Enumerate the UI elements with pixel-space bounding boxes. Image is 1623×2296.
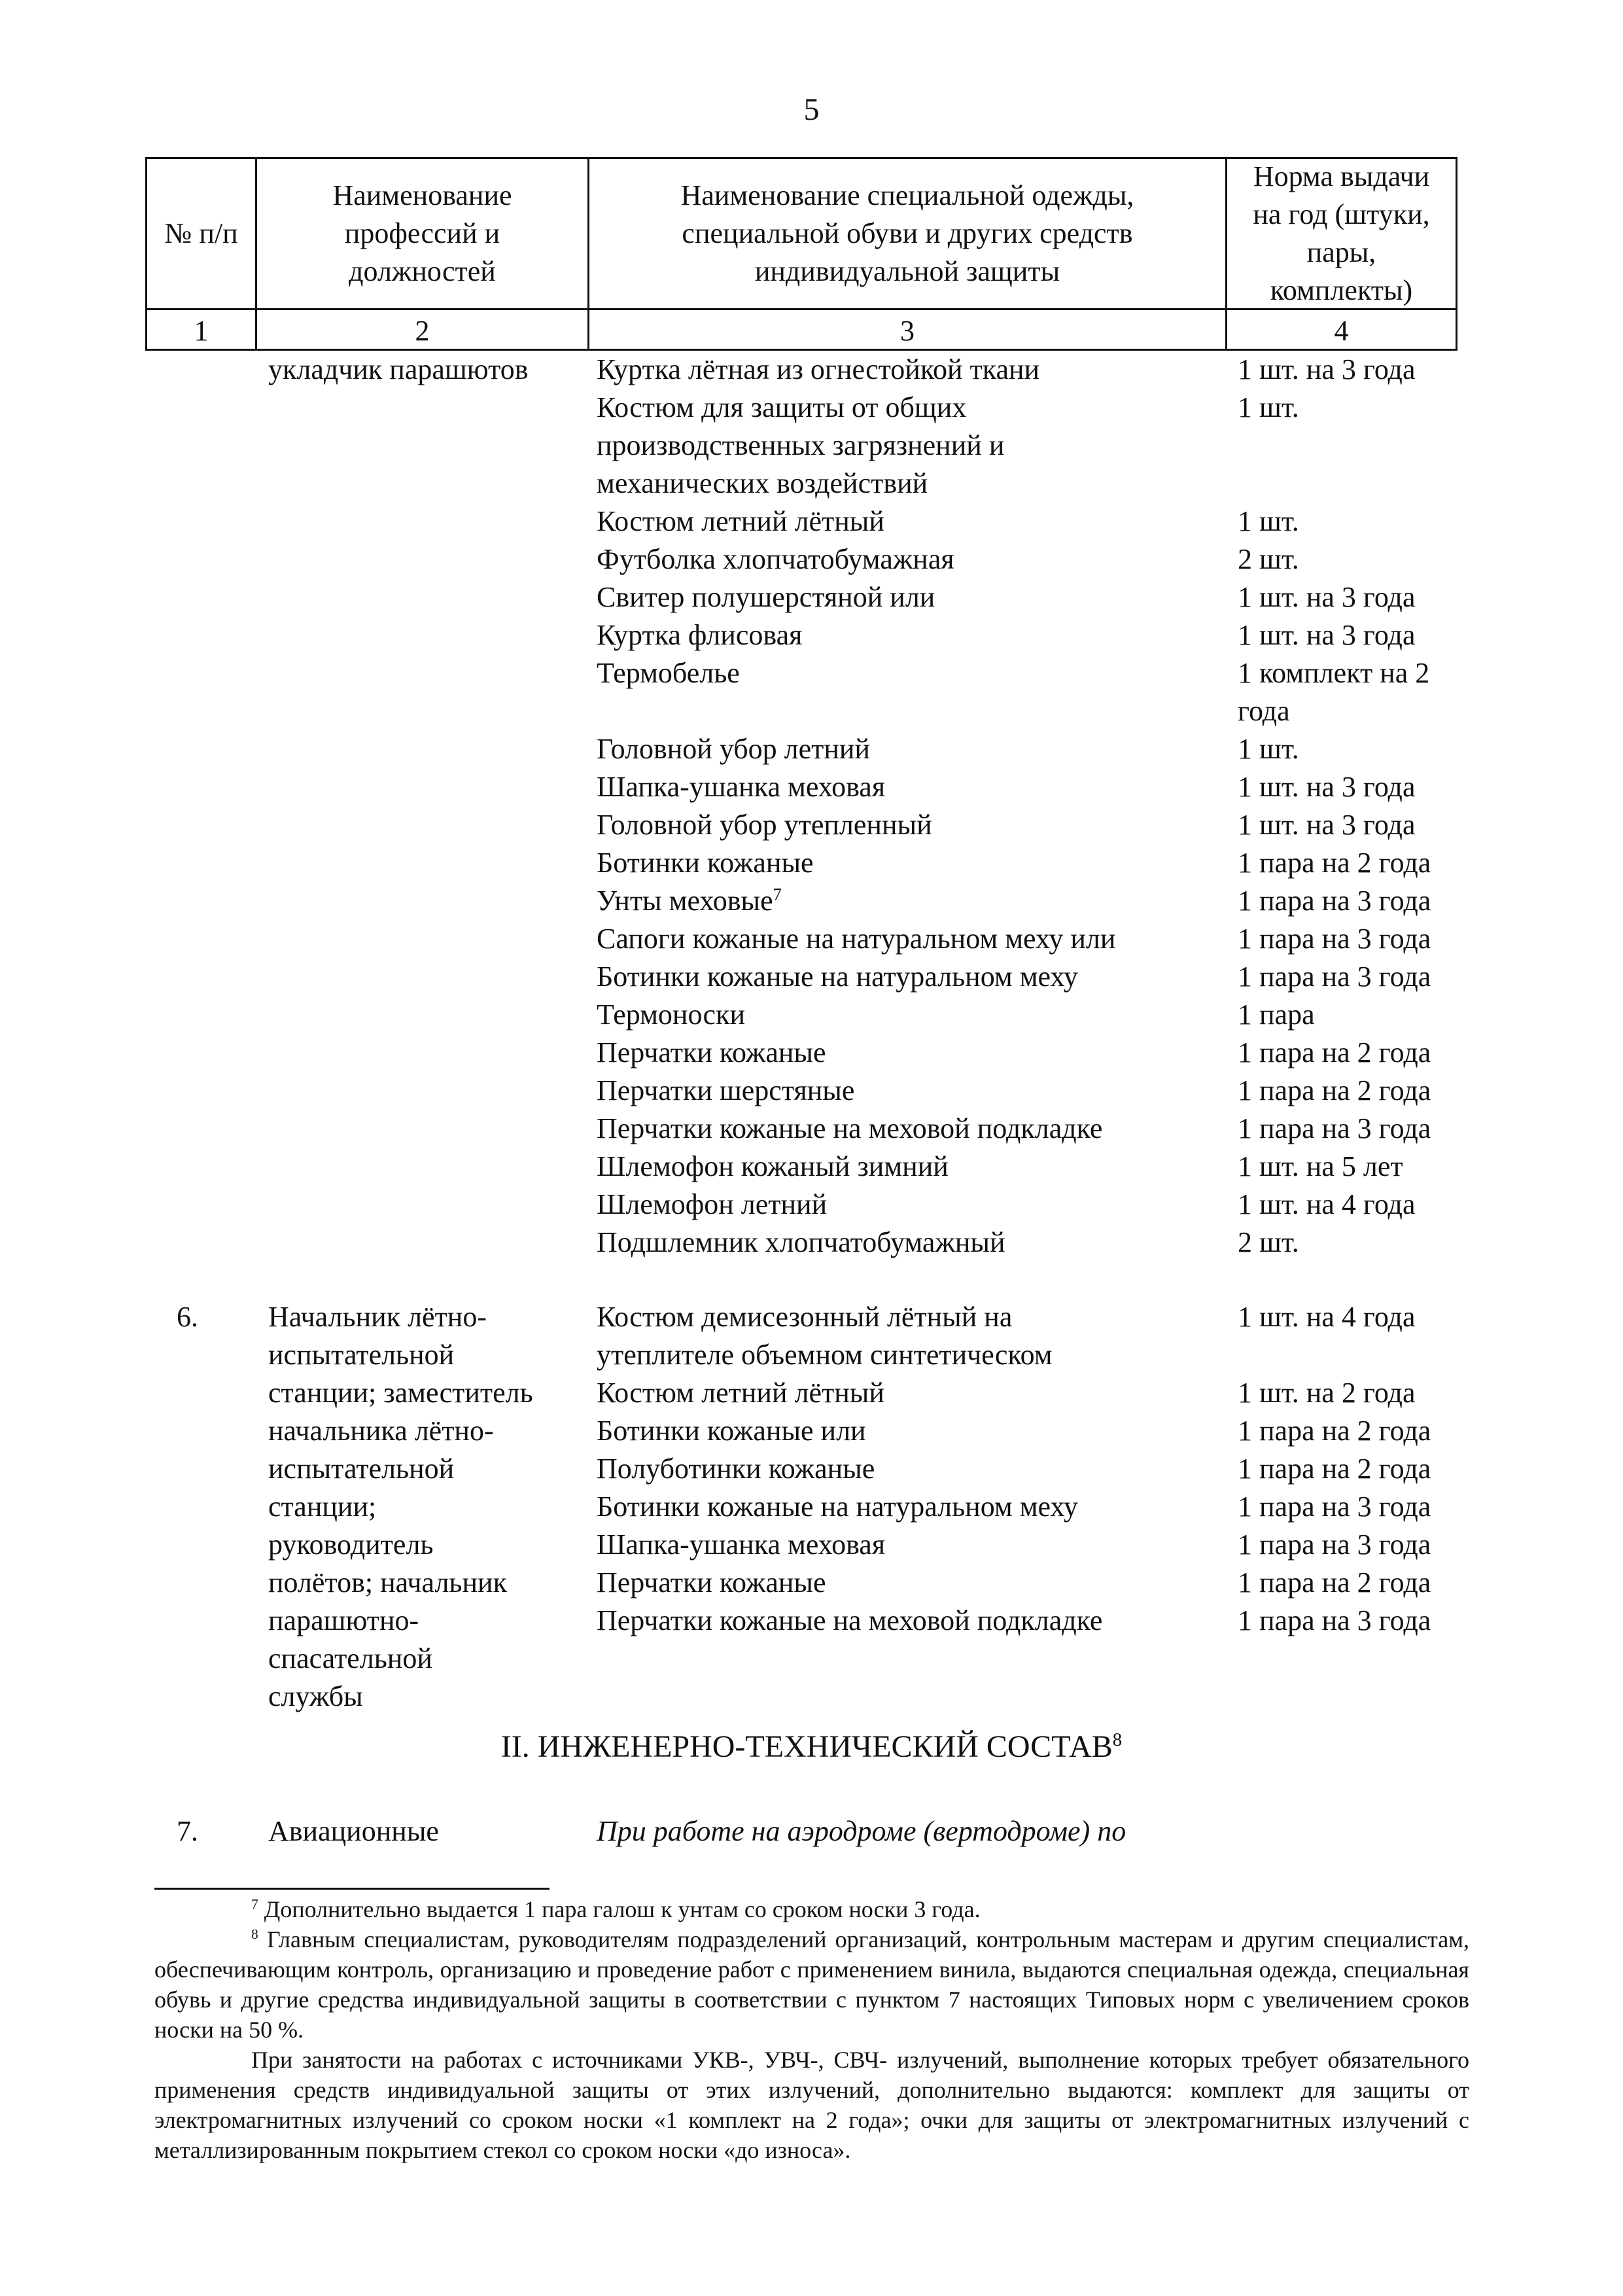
norm-value: 1 шт. на 5 лет	[1238, 1150, 1403, 1182]
norm-value: 1 шт.	[1238, 733, 1299, 765]
norm-value: 1 пара на 2 года	[1238, 1566, 1431, 1598]
items-list	[597, 1298, 1225, 1640]
norm-value: 1 шт.	[1238, 391, 1299, 423]
norm-value: 1 пара на 3 года	[1238, 1528, 1431, 1561]
list-item: Перчатки кожаные на меховой подкладке	[597, 1112, 1103, 1144]
list-item: механических воздействий	[597, 467, 928, 499]
norm-value: 1 пара на 3 года	[1238, 1491, 1431, 1523]
list-item: Перчатки кожаные на меховой подкладке	[597, 1604, 1103, 1636]
footnote-mark: 8	[1112, 1729, 1123, 1750]
norm-value: 1 пара на 3 года	[1238, 923, 1431, 955]
list-item: Шлемофон кожаный зимний	[597, 1150, 949, 1182]
footnote-separator	[154, 1888, 550, 1890]
norm-value: 1 шт. на 3 года	[1238, 809, 1416, 841]
footnotes	[154, 1894, 1469, 2165]
norm-value: 1 пара на 2 года	[1238, 1074, 1431, 1106]
footnote-7: $^7$ Дополнительно выдается 1 пара галош к унтам со сроком носки 3 года.	[251, 1896, 981, 1922]
section-title: II. ИНЖЕНЕРНО-ТЕХНИЧЕСКИЙ СОСТАВ$^8$	[500, 1729, 1123, 1764]
norm-value: 1 шт. на 3 года	[1238, 353, 1416, 385]
norm-value: 1 шт. на 4 года	[1238, 1188, 1416, 1220]
list-item: Футболка хлопчатобумажная	[597, 543, 954, 575]
norm-value: 1 пара на 2 года	[1238, 1036, 1431, 1069]
norm-value: 1 пара на 2 года	[1238, 1453, 1431, 1485]
list-item: Костюм демисезонный лётный на	[597, 1301, 1013, 1333]
list-item: Шлемофон летний	[597, 1188, 828, 1220]
header-num-2: 2	[415, 314, 430, 347]
list-item: Головной убор утепленный	[597, 809, 932, 841]
norm-value: 1 пара на 3 года	[1238, 1604, 1431, 1636]
profession-cell: Начальник лётно- испытательной станции; заместитель начальника лётно- испытательной станции; руководитель полётов; начальник парашютно- спасательной службы	[268, 1301, 533, 1712]
norm-value: 1 шт. на 3 года	[1238, 619, 1416, 651]
list-item: Ботинки кожаные на натуральном меху	[597, 1491, 1078, 1523]
footnote-8: $^8$ Главным специалистам, руководителям подразделений организаций, контрольным мастерам и другим специалистам, обеспечивающим контроль, организацию и проведение работ с применением винила, выдаются специальная одежда, специальная обувь и другие средства индивидуальной защиты в соответствии с пунктом 7 настоящих Типовых норм с увеличением сроков носки на 50 %.	[154, 1926, 1470, 2043]
list-item: Костюм летний лётный	[597, 505, 884, 537]
list-item: Термобелье	[597, 657, 740, 689]
list-item: Сапоги кожаные на натуральном меху или	[597, 923, 1116, 955]
norm-value	[1238, 465, 1460, 503]
list-item: Костюм для защиты от общих	[597, 391, 967, 423]
table-header	[145, 157, 1457, 351]
list-item: Ботинки кожаные на натуральном меху	[597, 961, 1078, 993]
norm-value: 1 пара	[1238, 998, 1315, 1031]
row-number: 6.	[177, 1301, 198, 1333]
list-item: Шапка-ушанка меховая	[597, 771, 886, 803]
header-num-3: 3	[900, 314, 915, 347]
norms-list	[1238, 1298, 1460, 1640]
list-item: Полуботинки кожаные	[597, 1453, 875, 1485]
list-item: Куртка флисовая	[597, 619, 803, 651]
items-list	[597, 351, 1225, 1262]
list-item: Перчатки кожаные	[597, 1036, 826, 1069]
norm-value: 1 шт.	[1238, 505, 1299, 537]
norm-value: 1 пара на 2 года	[1238, 1415, 1431, 1447]
list-item: Унты меховые$^7$	[597, 884, 782, 917]
norm-value	[1238, 1336, 1460, 1374]
list-item: Куртка лётная из огнестойкой ткани	[597, 353, 1040, 385]
norm-value: года	[1238, 695, 1290, 727]
list-item	[597, 692, 1225, 730]
list-item: производственных загрязнений и	[597, 429, 1005, 461]
page-number: 5	[803, 92, 820, 127]
list-item: Подшлемник хлопчатобумажный	[597, 1226, 1005, 1258]
footnote-8-paragraph-2: При занятости на работах с источниками УКВ-, УВЧ-, СВЧ- излучений, выполнение которых требует обязательного применения средств индивидуальной защиты от этих излучений, дополнительно выдаются: комплект для защиты от электромагнитных излучений со сроком носки «1 комплект на 2 года»; очки для защиты от электромагнитных излучений с металлизированным покрытием стекол со сроком носки «до износа».	[154, 2047, 1469, 2163]
list-item: Головной убор летний	[597, 733, 870, 765]
norm-value: 1 пара на 3 года	[1238, 885, 1431, 917]
row-number: 7.	[177, 1815, 198, 1847]
list-item: утеплителе объемном синтетическом	[597, 1339, 1053, 1371]
norm-value: 1 пара на 3 года	[1238, 961, 1431, 993]
list-item: Термоноски	[597, 998, 746, 1031]
norm-value: 1 пара на 3 года	[1238, 1112, 1431, 1144]
norm-value: 2 шт.	[1238, 1226, 1299, 1258]
header-col-items: Наименование специальной одежды, специальной обуви и других средств индивидуальной защиты	[680, 179, 1134, 287]
header-num-4: 4	[1334, 314, 1349, 347]
list-item: При работе на аэродроме (вертодроме) по	[597, 1815, 1126, 1847]
header-col-norm: Норма выдачи на год (штуки, пары, комплекты)	[1253, 160, 1430, 306]
list-item: Шапка-ушанка меховая	[597, 1528, 886, 1561]
footnote-mark: 7	[773, 884, 782, 904]
norm-value: 1 шт. на 4 года	[1238, 1301, 1416, 1333]
list-item: Костюм летний лётный	[597, 1377, 884, 1409]
profession-cell: Авиационные	[268, 1815, 439, 1847]
profession-cell: укладчик парашютов	[268, 353, 529, 385]
norm-value	[1238, 427, 1460, 465]
norm-value: 1 шт. на 2 года	[1238, 1377, 1416, 1409]
norm-value: 2 шт.	[1238, 543, 1299, 575]
list-item: Ботинки кожаные или	[597, 1415, 866, 1447]
list-item: Перчатки кожаные	[597, 1566, 826, 1598]
list-item: Перчатки шерстяные	[597, 1074, 855, 1106]
norm-value: 1 шт. на 3 года	[1238, 771, 1416, 803]
list-item: Свитер полушерстяной или	[597, 581, 935, 613]
list-item: Ботинки кожаные	[597, 847, 814, 879]
header-col-profession: Наименование профессий и должностей	[332, 179, 512, 287]
norm-value: 1 шт. на 3 года	[1238, 581, 1416, 613]
norm-value: 1 пара на 2 года	[1238, 847, 1431, 879]
norm-value: 1 комплект на 2	[1238, 657, 1430, 689]
header-num-1: 1	[194, 314, 209, 347]
norms-list	[1238, 351, 1460, 1262]
header-col-number: № п/п	[164, 217, 238, 249]
items-list	[597, 1812, 1225, 1850]
